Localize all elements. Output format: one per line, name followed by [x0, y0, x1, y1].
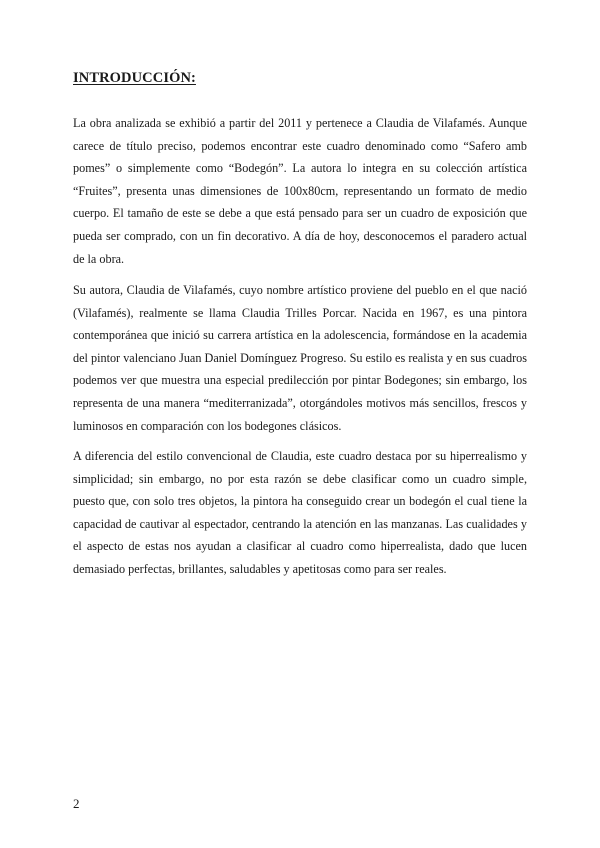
- paragraph-autora: Su autora, Claudia de Vilafamés, cuyo nombre artístico proviene del pueblo en el que nació (Vilafamés), realmente se llama Claudia Trilles Porcar. Nacida en 1967, es una pintora contemporánea que inició su carrera artística en la adolescencia, formándose en la academia del pintor valenciano Juan Daniel Domínguez Progreso. Su estilo es realista y en sus cuadros podemos ver que muestra una especial predilección por pintar Bodegones; sin embargo, los representa de una manera “mediterranizada”, otorgándoles motivos más sencillos, frescos y luminosos en comparación con los bodegones clásicos.: [73, 283, 527, 433]
- paragraph-obra: La obra analizada se exhibió a partir del 2011 y pertenece a Claudia de Vilafamés. Aunque carece de título preciso, podemos encontrar este cuadro denominado como “Safero amb pomes” o simplemente como “Bodegón”. La autora lo integra en su colección artística “Fruites”, presenta unas dimensiones de 100x80cm, representando un formato de medio cuerpo. El tamaño de este se debe a que está pensado para ser un cuadro de exposición que pueda ser comprado, con un fin decorativo. A día de hoy, desconocemos el paradero actual de la obra.: [73, 116, 527, 266]
- section-heading: INTRODUCCIÓN:: [73, 70, 196, 86]
- page-number: 2: [73, 796, 80, 811]
- paragraph-estilo: A diferencia del estilo convencional de Claudia, este cuadro destaca por su hiperrealismo y simplicidad; sin embargo, no por esta razón se debe clasificar como un cuadro simple, puesto que, con solo tres objetos, la pintora ha conseguido crear un bodegón el cual tiene la capacidad de cautivar al espectador, centrando la atención en las manzanas. Las cualidades y el aspecto de estas nos ayudan a clasificar al cuadro como hiperrealista, dado que lucen demasiado perfectas, brillantes, saludables y apetitosas como para ser reales.: [73, 449, 527, 576]
